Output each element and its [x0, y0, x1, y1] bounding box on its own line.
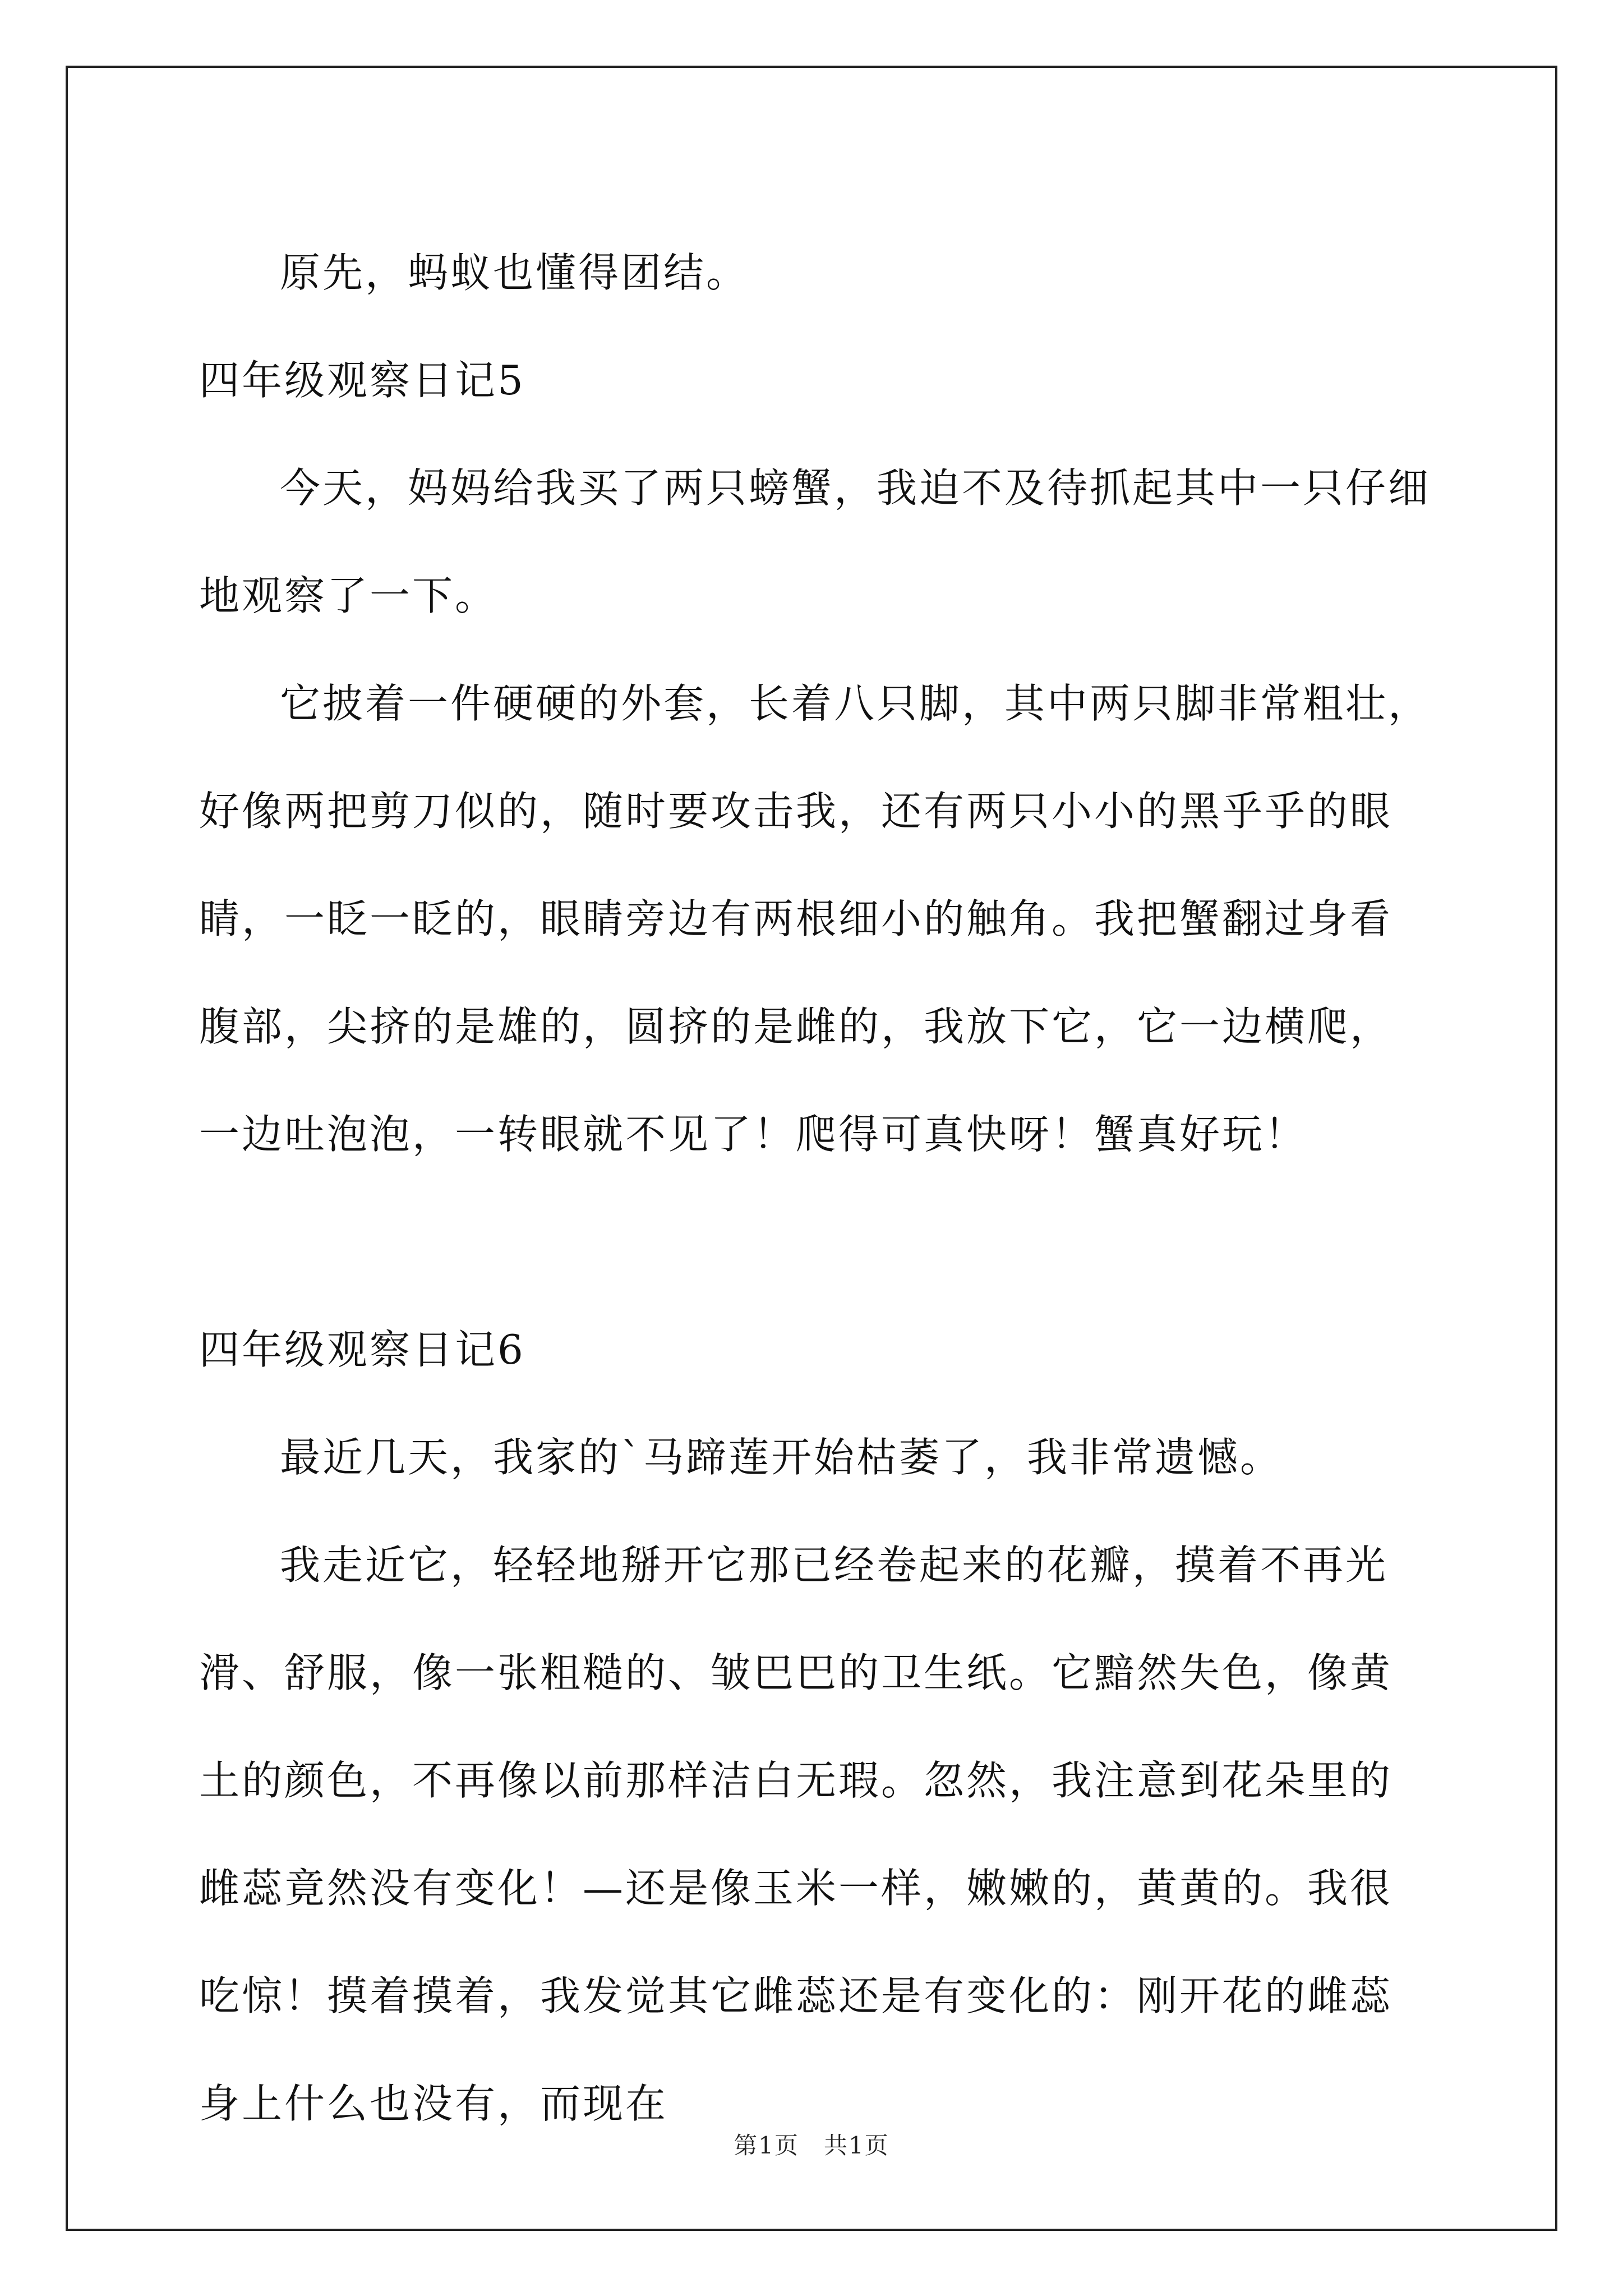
diary5-paragraph-1: 今天，妈妈给我买了两只螃蟹，我迫不及待抓起其中一只仔细地观察了一下。 [199, 464, 1431, 619]
diary5-title: 四年级观察日记5 [199, 357, 525, 404]
diary6-paragraph-1: 最近几天，我家的`马蹄莲开始枯萎了，我非常遗憾。 [280, 1434, 1283, 1481]
paragraph-intro-end: 原先，蚂蚁也懂得团结。 [280, 249, 749, 296]
page-footer: 第1页 共1页 [734, 2132, 889, 2159]
document-body [199, 219, 1433, 2157]
section-spacer [199, 1188, 1433, 1296]
diary6-title: 四年级观察日记6 [199, 1326, 525, 1373]
diary5-paragraph-2: 它披着一件硬硬的外套，长着八只脚，其中两只脚非常粗壮，好像两把剪刀似的，随时要攻击我，还有两只小小的黑乎乎的眼睛，一眨一眨的，眼睛旁边有两根细小的触角。我把蟹翻过身看腹部，尖挤的是雄的，圆挤的是雌的，我放下它，它一边横爬，一边吐泡泡，一转眼就不见了！爬得可真快呀！蟹真好玩！ [199, 680, 1431, 1158]
diary6-paragraph-2: 我走近它，轻轻地掰开它那已经卷起来的花瓣，摸着不再光滑、舒服，像一张粗糙的、皱巴巴的卫生纸。它黯然失色，像黄土的颜色，不再像以前那样洁白无瑕。忽然，我注意到花朵里的雌蕊竟然没有变化！—还是像玉米一样，嫩嫩的，黄黄的。我很吃惊！摸着摸着，我发觉其它雌蕊还是有变化的：刚开花的雌蕊身上什么也没有，而现在 [199, 1542, 1393, 2127]
